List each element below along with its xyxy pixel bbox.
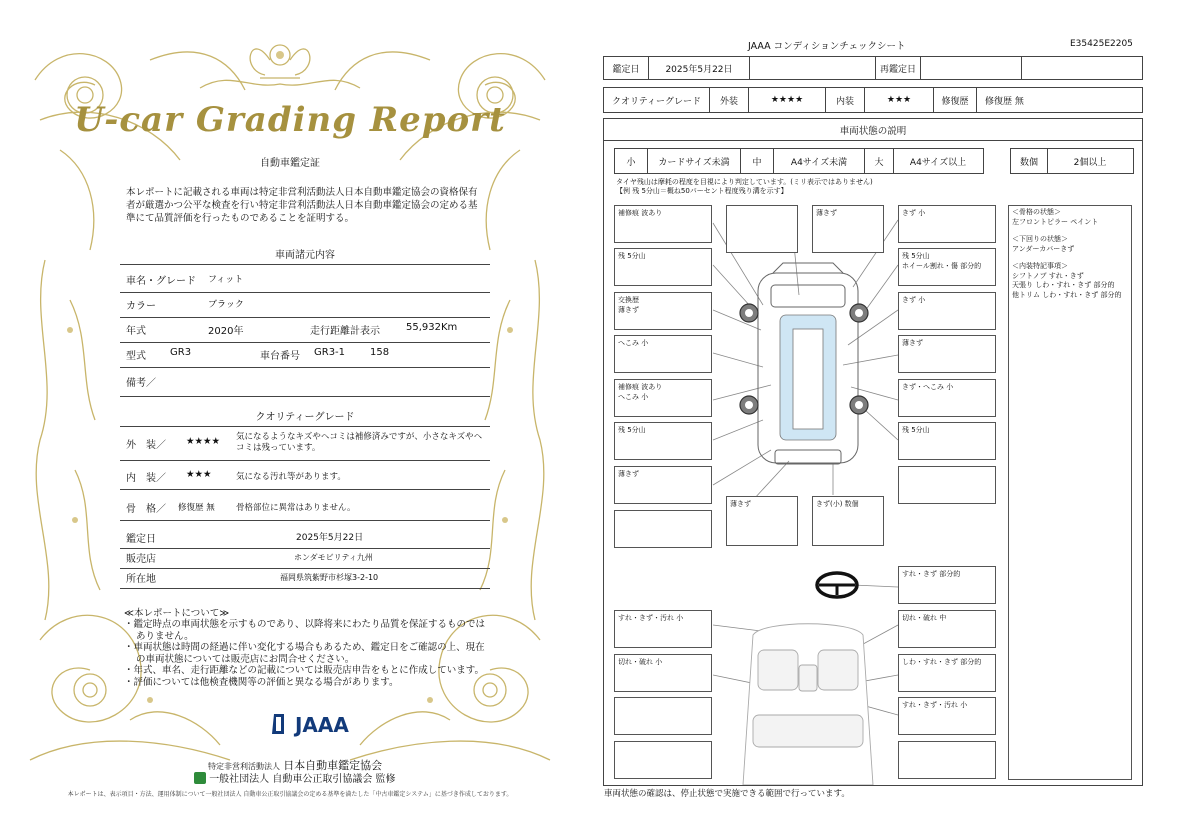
damage-box-left-6: 残 5分山 <box>614 422 712 460</box>
box-text: ホイール割れ・傷 部分的 <box>902 262 982 270</box>
certificate-subtitle: 自動車鑑定証 <box>260 158 320 169</box>
legend-small: 小 <box>615 149 648 173</box>
date-label: 鑑定日 <box>604 57 649 79</box>
interior-box-right-4 <box>898 741 996 779</box>
interior-label: 内 装／ <box>126 473 166 484</box>
org1-prefix: 特定非営利活動法人 <box>208 762 280 771</box>
quality-table <box>603 87 1143 113</box>
color-label: カラー <box>126 301 156 312</box>
note-item: ・年式、車名、走行距離などの記載については販売店申告をもとに作成しています。 <box>124 665 485 676</box>
box-text: 補修痕 波あり <box>618 383 663 391</box>
interior-note: 他トリム しわ・すれ・きず 部分的 <box>1012 290 1122 299</box>
damage-box-top-2: 薄きず <box>812 205 884 253</box>
damage-box-right-2 <box>898 248 996 286</box>
quality-label: クオリティーグレード <box>604 88 710 112</box>
divider <box>120 264 490 265</box>
damage-box-left-2: 残 5分山 <box>614 248 712 286</box>
fine-print: 本レポートは、表示項目・方法、運用体制について一般社団法人 自動車公正取引協議会の定める基準を満たした「中古車鑑定システム」に基づき作成しております。 <box>67 791 513 798</box>
int-stars: ★★★ <box>865 88 934 112</box>
vehicle-name-row <box>120 272 490 293</box>
frame-text: 骨格部位に異常はありません。 <box>236 503 356 513</box>
dealer-label: 販売店 <box>126 554 156 565</box>
location-value: 福岡県筑紫野市杉塚3-2-10 <box>280 573 379 582</box>
interior-box-left-2: 切れ・破れ 小 <box>614 654 712 692</box>
note-item: ・評価については他検査機関等の評価と異なる場合があります。 <box>124 676 399 688</box>
interior-box-left-3 <box>614 697 712 735</box>
color-row <box>120 297 490 318</box>
org1-name: 日本自動車鑑定協会 <box>283 759 383 772</box>
repair-label: 修復歴 <box>934 88 977 112</box>
model-row <box>120 347 490 368</box>
interior-text: 気になる汚れ等があります。 <box>236 472 346 482</box>
document-id: E35425E2205 <box>1070 39 1133 49</box>
interior-stars: ★★★ <box>186 469 212 480</box>
model-label: 型式 <box>126 351 146 362</box>
dealer-row <box>120 550 490 569</box>
frame-row <box>120 494 490 521</box>
year-label: 年式 <box>126 326 146 337</box>
exterior-text: 気になるようなキズやヘコミは補修済みですが、小さなキズやヘコミは残っています。 <box>236 432 483 453</box>
exterior-label: 外 装／ <box>126 440 166 451</box>
frame-label: 骨 格／ <box>126 504 166 515</box>
location-label: 所在地 <box>126 574 156 585</box>
reappraisal-label: 再鑑定日 <box>876 57 921 79</box>
interior-box-left-1: すれ・きず・汚れ 小 <box>614 610 712 648</box>
damage-box-right-1: きず 小 <box>898 205 996 243</box>
report-title: U-car Grading Report <box>74 100 506 140</box>
count-legend <box>1010 148 1134 174</box>
interior-box-right-2: しわ・すれ・きず 部分的 <box>898 654 996 692</box>
interior-box-right-3: すれ・きず・汚れ 小 <box>898 697 996 735</box>
jaaa-logo <box>270 712 349 737</box>
sheet-footer: 車両状態の確認は、停止状態で実施できる範囲で行っています。 <box>604 789 850 799</box>
legend-medium-desc: A4サイズ未満 <box>774 149 865 173</box>
grading-report <box>0 0 580 835</box>
damage-box-right-5: きず・へこみ 小 <box>898 379 996 417</box>
ext-stars: ★★★★ <box>749 88 826 112</box>
exterior-stars: ★★★★ <box>186 436 221 447</box>
damage-box-bottom-1: 薄きず <box>726 496 798 546</box>
damage-box-left-8 <box>614 510 712 548</box>
remarks-label: 備考／ <box>126 378 156 389</box>
chassis-label: 車台番号 <box>260 351 300 362</box>
interior-note: シフトノブ すれ・きず <box>1012 271 1084 280</box>
damage-box-left-4: へこみ 小 <box>614 335 712 373</box>
quality-section-title: クオリティーグレード <box>255 412 355 423</box>
remarks-row <box>120 374 490 397</box>
frame-note: 左フロントピラー ペイント <box>1012 217 1099 226</box>
year-value: 2020年 <box>208 326 244 337</box>
steering-wheel-icon <box>817 573 857 597</box>
legend-large-desc: A4サイズ以上 <box>909 157 967 168</box>
interior-note: 天張り しわ・すれ・きず 部分的 <box>1012 281 1115 289</box>
vehicle-name-value: フィット <box>208 275 244 285</box>
damage-box-right-3: きず 小 <box>898 292 996 330</box>
legend-small-desc: カードサイズ未満 <box>648 149 741 173</box>
damage-box-left-1: 補修痕 波あり <box>614 205 712 243</box>
date-value: 2025年5月22日 <box>649 57 750 79</box>
mileage-value: 55,932Km <box>406 322 458 333</box>
exterior-row <box>120 430 490 461</box>
count-label: 数個 <box>1011 149 1048 173</box>
date-label: 鑑定日 <box>126 534 156 545</box>
underbody-heading: ＜下回りの状態＞ <box>1012 235 1068 243</box>
tire-example: 【例 残 5分山＝概ね50パーセント程度残り溝を示す】 <box>616 187 788 195</box>
section-title: 車両状態の説明 <box>839 126 907 137</box>
note-item: ・鑑定時点の車両状態を示すものであり、以降将来にわたり品質を保証するものではありません。 <box>124 619 486 642</box>
count-value: 2個以上 <box>1073 157 1107 168</box>
fair-trade-icon <box>194 772 206 784</box>
condition-notes <box>1008 205 1132 780</box>
color-value: ブラック <box>208 300 244 310</box>
box-text: 残 5分山 <box>902 252 930 260</box>
box-text: へこみ 小 <box>618 393 649 401</box>
chassis-value: GR3-1 <box>314 347 346 358</box>
legend-medium: 中 <box>741 149 774 173</box>
interior-heading: ＜内装特記事項＞ <box>1012 262 1068 270</box>
jaaa-logo-text: JAAA <box>294 713 349 737</box>
steering-box: すれ・きず 部分的 <box>898 566 996 604</box>
interior-row <box>120 463 490 490</box>
damage-box-right-6: 残 5分山 <box>898 422 996 460</box>
model-value: GR3 <box>170 347 192 358</box>
frame-value: 修復歴 無 <box>178 503 215 513</box>
date-table <box>603 56 1143 80</box>
damage-box-bottom-2: きず(小) 数個 <box>812 496 884 546</box>
intro-text: 本レポートに記載される車両は特定非営利活動法人日本自動車鑑定協会の資格保有者が厳選かつ公平な検査を行い特定非営利活動法人日本自動車鑑定協会の定める基準にて品質評価を行ったものであることを証明する。 <box>126 187 478 224</box>
underbody-note: アンダーカバーきず <box>1012 244 1075 253</box>
box-text: 薄きず <box>618 306 639 314</box>
interior-box-right-1: 切れ・破れ 中 <box>898 610 996 648</box>
damage-box-left-5 <box>614 379 712 417</box>
divider <box>603 140 1143 141</box>
vehicle-section-title: 車両諸元内容 <box>275 250 335 261</box>
org2-text: 一般社団法人 自動車公正取引協議会 監修 <box>209 774 396 785</box>
note-item: ・車両状態は時間の経過に伴い変化する場合もあるため、鑑定日をご確認の上、現在の車両状態については販売店にお問合せください。 <box>124 642 485 665</box>
dealer-value: ホンダモビリティ九州 <box>294 553 373 562</box>
reappraisal-value <box>921 57 1022 79</box>
jaaa-logo-icon <box>270 712 288 736</box>
interior-box-left-4 <box>614 741 712 779</box>
mileage-label: 走行距離計表示 <box>310 326 380 337</box>
sheet-header: JAAA コンディションチェックシート <box>748 41 906 52</box>
damage-box-top-1 <box>726 205 798 253</box>
date-blank <box>750 57 876 79</box>
vehicle-name-label: 車名・グレード <box>126 276 196 287</box>
location-row <box>120 570 490 589</box>
chassis-tail: 158 <box>370 347 390 358</box>
damage-box-left-7: 薄きず <box>614 466 712 504</box>
notes-title: ≪本レポートについて≫ <box>124 608 230 619</box>
legend-large: 大 <box>865 149 894 173</box>
damage-box-right-7 <box>898 466 996 504</box>
date-value: 2025年5月22日 <box>296 533 364 543</box>
repair-value: 修復歴 無 <box>985 96 1024 107</box>
divider <box>120 426 490 427</box>
damage-box-left-3 <box>614 292 712 330</box>
damage-box-right-4: 薄きず <box>898 335 996 373</box>
tire-note: タイヤ残山は摩耗の程度を目視により判定しています。(ミリ表示ではありません) <box>616 178 873 186</box>
notes-list <box>124 619 490 688</box>
ext-label: 外装 <box>710 88 749 112</box>
size-legend <box>614 148 984 174</box>
year-row <box>120 322 490 343</box>
frame-heading: ＜骨格の状態＞ <box>1012 208 1061 216</box>
org2-line <box>194 770 396 785</box>
box-text: 交換歴 <box>618 296 639 304</box>
int-label: 内装 <box>826 88 865 112</box>
date-row <box>120 530 490 549</box>
